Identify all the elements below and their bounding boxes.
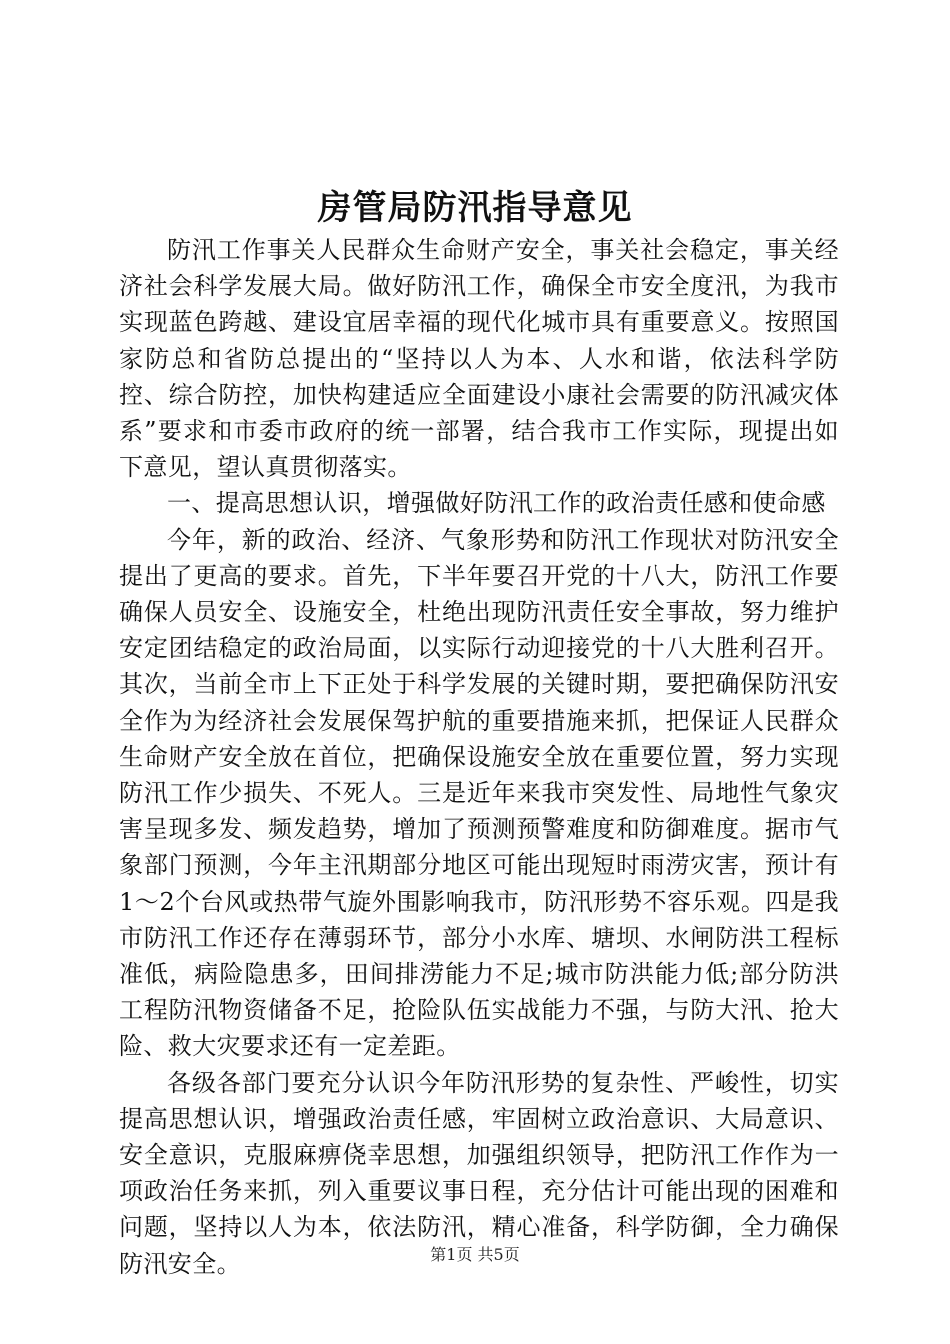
document-body [119,232,839,1282]
document-title: 房管局防汛指导意见 [317,188,633,228]
page-footer: 第1页 共5页 [430,1245,520,1264]
paragraph-requirements: 各级各部门要充分认识今年防汛形势的复杂性、严峻性，切实提高思想认识，增强政治责任感，牢固树立政治意识、大局意识、安全意识，克服麻痹侥幸思想，加强组织领导，把防汛工作作为一项政治任务来抓，列入重要议事日程，充分估计可能出现的困难和问题，坚持以人为本，依法防汛，精心准备，科学防御，全力确保防汛安全。 [119,1068,839,1278]
section-heading-1: 一、提高思想认识，增强做好防汛工作的政治责任感和使命感 [167,489,826,518]
paragraph-situation: 今年，新的政治、经济、气象形势和防汛工作现状对防汛安全提出了更高的要求。首先，下半年要召开党的十八大，防汛工作要确保人员安全、设施安全，杜绝出现防汛责任安全事故，努力维护安定团结稳定的政治局面，以实际行动迎接党的十八大胜利召开。其次，当前全市上下正处于科学发展的关键时期，要把确保防汛安全作为为经济社会发展保驾护航的重要措施来抓，把保证人民群众生命财产安全放在首位，把确保设施安全放在重要位置，努力实现防汛工作少损失、不死人。三是近年来我市突发性、局地性气象灾害呈现多发、频发趋势，增加了预测预警难度和防御难度。据市气象部门预测，今年主汛期部分地区可能出现短时雨涝灾害，预计有1～2个台风或热带气旋外围影响我市，防汛形势不容乐观。四是我市防汛工作还存在薄弱环节，部分小水库、塘坝、水闸防洪工程标准低，病险隐患多，田间排涝能力不足;城市防洪能力低;部分防洪工程防汛物资储备不足，抢险队伍实战能力不强，与防大汛、抢大险、救大灾要求还有一定差距。 [119,525,839,1061]
paragraph-intro: 防汛工作事关人民群众生命财产安全，事关社会稳定，事关经济社会科学发展大局。做好防汛工作，确保全市安全度汛，为我市实现蓝色跨越、建设宜居幸福的现代化城市具有重要意义。按照国家防总和省防总提出的“坚持以人为本、人水和谐，依法科学防控、综合防控，加快构建适应全面建设小康社会需要的防汛减灾体系”要求和市委市政府的统一部署，结合我市工作实际，现提出如下意见，望认真贯彻落实。 [119,236,839,482]
